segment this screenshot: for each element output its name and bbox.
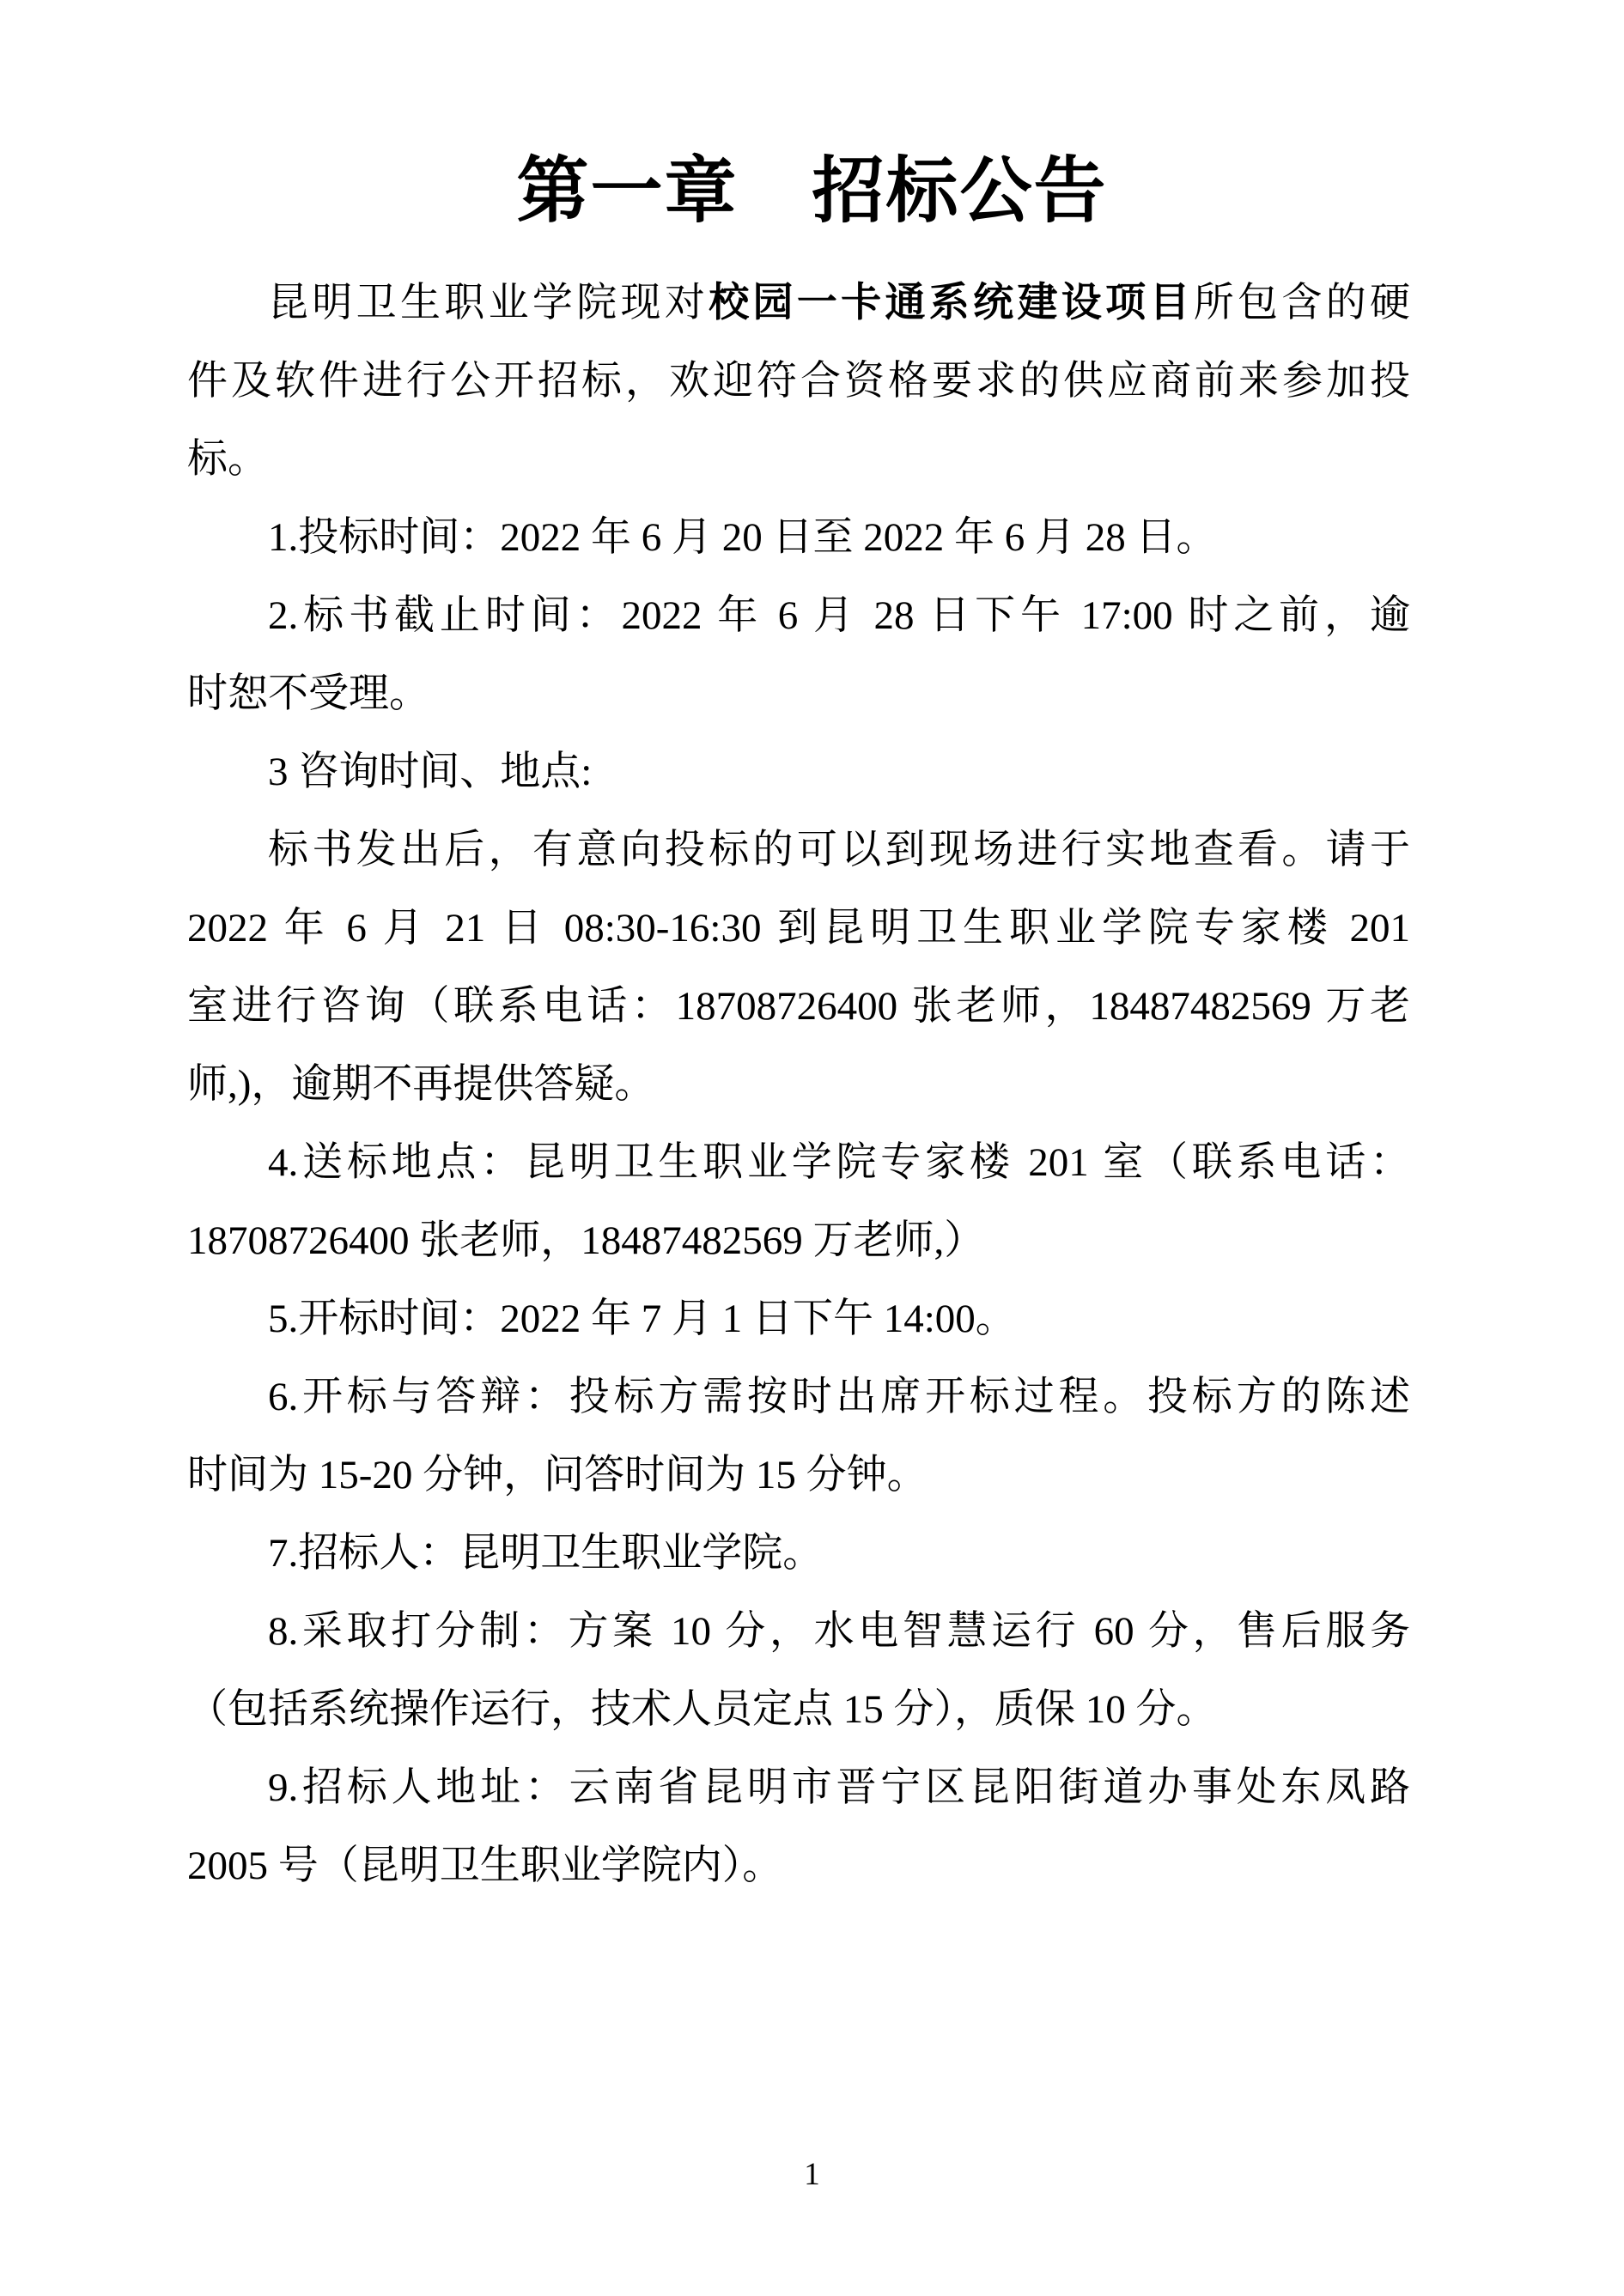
text-segment: 时恕不受理。: [187, 671, 429, 716]
text-segment: 师,)，逾期不再提供答疑。: [187, 1062, 655, 1107]
text-line: [187, 1358, 1410, 1437]
text-line: [187, 343, 1410, 421]
text-line: [187, 1437, 1410, 1515]
text-segment: 9.招标人地址：云南省昆明市晋宁区昆阳街道办事处东凤路: [268, 1765, 1410, 1810]
text-segment: 昆明卫生职业学院现对: [268, 281, 709, 325]
chapter-title: 第一章 招标公告: [516, 152, 1108, 232]
text-line: [187, 1593, 1410, 1671]
text-segment: 2.标书截止时间：2022 年 6 月 28 日下午 17:00 时之前，逾: [268, 593, 1410, 638]
text-segment: 2022 年 6 月 21 日 08:30-16:30 到昆明卫生职业学院专家楼 201: [187, 906, 1410, 951]
text-segment: 18708726400 张老师，18487482569 万老师,）: [187, 1218, 985, 1263]
text-line: [187, 655, 1410, 733]
text-line: [187, 1671, 1410, 1749]
text-line: [187, 577, 1410, 655]
text-line: [187, 733, 1410, 811]
bold-text-segment: 校园一卡通系统建设项目: [709, 281, 1194, 325]
text-line: [187, 811, 1410, 890]
text-line: [187, 1202, 1410, 1280]
text-line: [187, 421, 1410, 499]
text-line: [187, 1827, 1410, 1905]
text-segment: 室进行咨询（联系电话：18708726400 张老师，18487482569 万老: [187, 984, 1410, 1029]
text-segment: 8.采取打分制：方案 10 分，水电智慧运行 60 分，售后服务: [268, 1609, 1410, 1654]
text-segment: 标书发出后，有意向投标的可以到现场进行实地查看。请于: [268, 828, 1410, 872]
text-segment: 1.投标时间：2022 年 6 月 20 日至 2022 年 6 月 28 日。: [268, 515, 1217, 560]
text-line: [187, 1280, 1410, 1358]
page-number: 1: [804, 2157, 820, 2192]
text-segment: 件及软件进行公开招标，欢迎符合资格要求的供应商前来参加投: [187, 359, 1410, 404]
text-line: [187, 1749, 1410, 1827]
text-segment: 标。: [187, 437, 268, 482]
text-segment: 6.开标与答辩：投标方需按时出席开标过程。投标方的陈述: [268, 1375, 1410, 1419]
text-line: [187, 264, 1410, 343]
text-line: [187, 1124, 1410, 1202]
text-line: [187, 968, 1410, 1046]
text-segment: 所包含的硬: [1193, 281, 1411, 325]
document-body: [187, 264, 1410, 1905]
text-segment: 3 咨询时间、地点:: [268, 750, 593, 794]
text-segment: 4.送标地点：昆明卫生职业学院专家楼 201 室（联系电话：: [268, 1140, 1410, 1185]
text-segment: 5.开标时间：2022 年 7 月 1 日下午 14:00。: [268, 1297, 1016, 1341]
text-line: [187, 1515, 1410, 1593]
text-segment: 2005 号（昆明卫生职业学院内）。: [187, 1843, 783, 1888]
text-line: [187, 890, 1410, 968]
text-segment: （包括系统操作运行，技术人员定点 15 分），质保 10 分。: [187, 1687, 1217, 1732]
text-line: [187, 1046, 1410, 1124]
text-segment: 时间为 15-20 分钟，问答时间为 15 分钟。: [187, 1453, 928, 1497]
text-segment: 7.招标人：昆明卫生职业学院。: [268, 1531, 824, 1576]
text-line: [187, 499, 1410, 577]
